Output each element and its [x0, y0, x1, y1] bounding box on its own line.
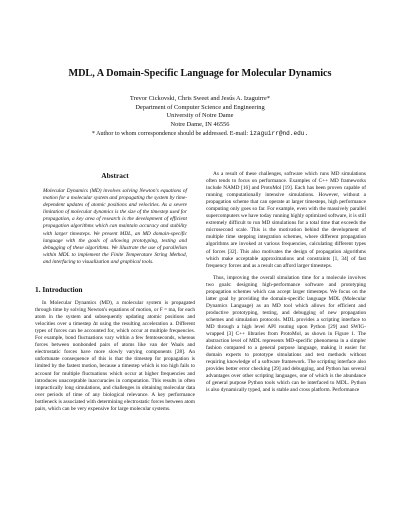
section-heading-introduction: 1. Introduction [35, 285, 83, 295]
department: Department of Computer Science and Engineering [135, 103, 265, 111]
body-paragraph-1: As a result of these challenges, software which runs MD simulations often tends to focus on performance. Examples of C++ MD frameworks include NAMD [16] and ProtoMol [19]. Each has been proven capable of running computationally intensive simulations. However, without a propagation scheme that can operate at larger timesteps, high performance computing only goes so far. For example, even with the massively parallel supercomputers we have today running highly optimized software, it is still extremely difficult to run MD simulations for a total time that exceeds the microsecond scale. This is the motivation behind the development of multiple time stepping integration schemes, where different propagation algorithms are invoked at various frequencies, calculating different types of forces [32]. This also motivates the design of propagation algorithms which make acceptable approximations and constraints [1, 34] of fast frequency forces and as a result can afford larger timesteps. [206, 171, 366, 269]
correspondence-text: * Author to whom correspondence should be addressed. E-mail: [91, 130, 250, 137]
body-paragraph-2: Thus, improving the overall simulation time for a molecule involves two goals: designing high-performance software and prototyping propagation schemes which can accept larger timesteps. We focus on the latter goal by providing the domain-specific language MDL (Molecular Dynamics Language) as an MD tool which allows for efficient and productive prototyping, testing, and debugging of new propagation schemes and simulation protocols. MDL provides a scripting interface to MD through a high level API routing upon Python [29] and SWIG-wrapped [3] C++ libraries from ProtoMol, as shown in Figure 1. The abstraction level of MDL represents MD-specific phenomena in a simpler fashion compared to a general purpose language, making it easier for domain experts to prototype simulations and test methods without requiring knowledge of a software framework. The scripting interface also provides better error checking [29] and debugging, and Python has several advantages over other scripting languages, one of which is the abundance of general purpose Python tools which can be interfaced to MDL. Python is also dynamically typed, and is stable and cross platform. Performance [206, 274, 366, 394]
correspondence-note [0, 130, 400, 139]
abstract-text: Molecular Dynamics (MD) involves solving Newton's equations of motion for a molecular system and propagating the system by time-dependent updates of atomic positions and velocities. As a severe limitation of molecular dynamics is the size of the timestep used for propagation, a key area of research is the development of efficient propagation algorithms which can maintain accuracy and stability with larger timesteps. We present MDL, an MD domain-specific language with the goals of allowing prototyping, testing and debugging of these algorithms. We illustrate the use of parallelism within MDL to implement the Finite Temperature String Method, and interfacing to visualization and graphical tools. [43, 188, 187, 265]
paper-title: MDL, A Domain-Specific Language for Molecular Dynamics [68, 68, 332, 79]
introduction-paragraph: In Molecular Dynamics (MD), a molecular system is propagated through time by solving Newton's equations of motion, or F = ma, for each atom in the system and subsequently updating atomic positions and velocities over a timestep Δt using the resulting acceleration a. Different types of forces can be accounted for, which occur at multiple frequencies. For example, bond fluctuations vary within a few femtoseconds, whereas forces between nonbonded pairs of atoms like van der Waals and electrostatic forces have more slowly varying components [28]. An unfortunate consequence of this is that the timestep for propagation is limited by the fastest motion, because a timestep which is too high fails to account for multiple fluctuations which occur at higher frequencies and introduces unacceptable inaccuracies in computation. This results in often impractically long simulations, and challenges in obtaining molecular data over periods of time of any biological relevance. A key performance bottleneck is associated with determining electrostatic forces between atom pairs, which can be very expensive for large molecular systems. [35, 300, 195, 412]
city: Notre Dame, IN 46556 [170, 121, 230, 129]
affiliation-block [0, 95, 400, 139]
abstract-heading: Abstract [101, 171, 129, 180]
authors: Trevor Cickovski, Chris Sweet and Jesús A. Izaguirre* [129, 95, 271, 102]
email-address: izaguirr@nd.edu. [249, 129, 309, 137]
left-column [35, 171, 195, 413]
right-column [206, 171, 366, 394]
university: University of Notre Dame [166, 112, 234, 120]
